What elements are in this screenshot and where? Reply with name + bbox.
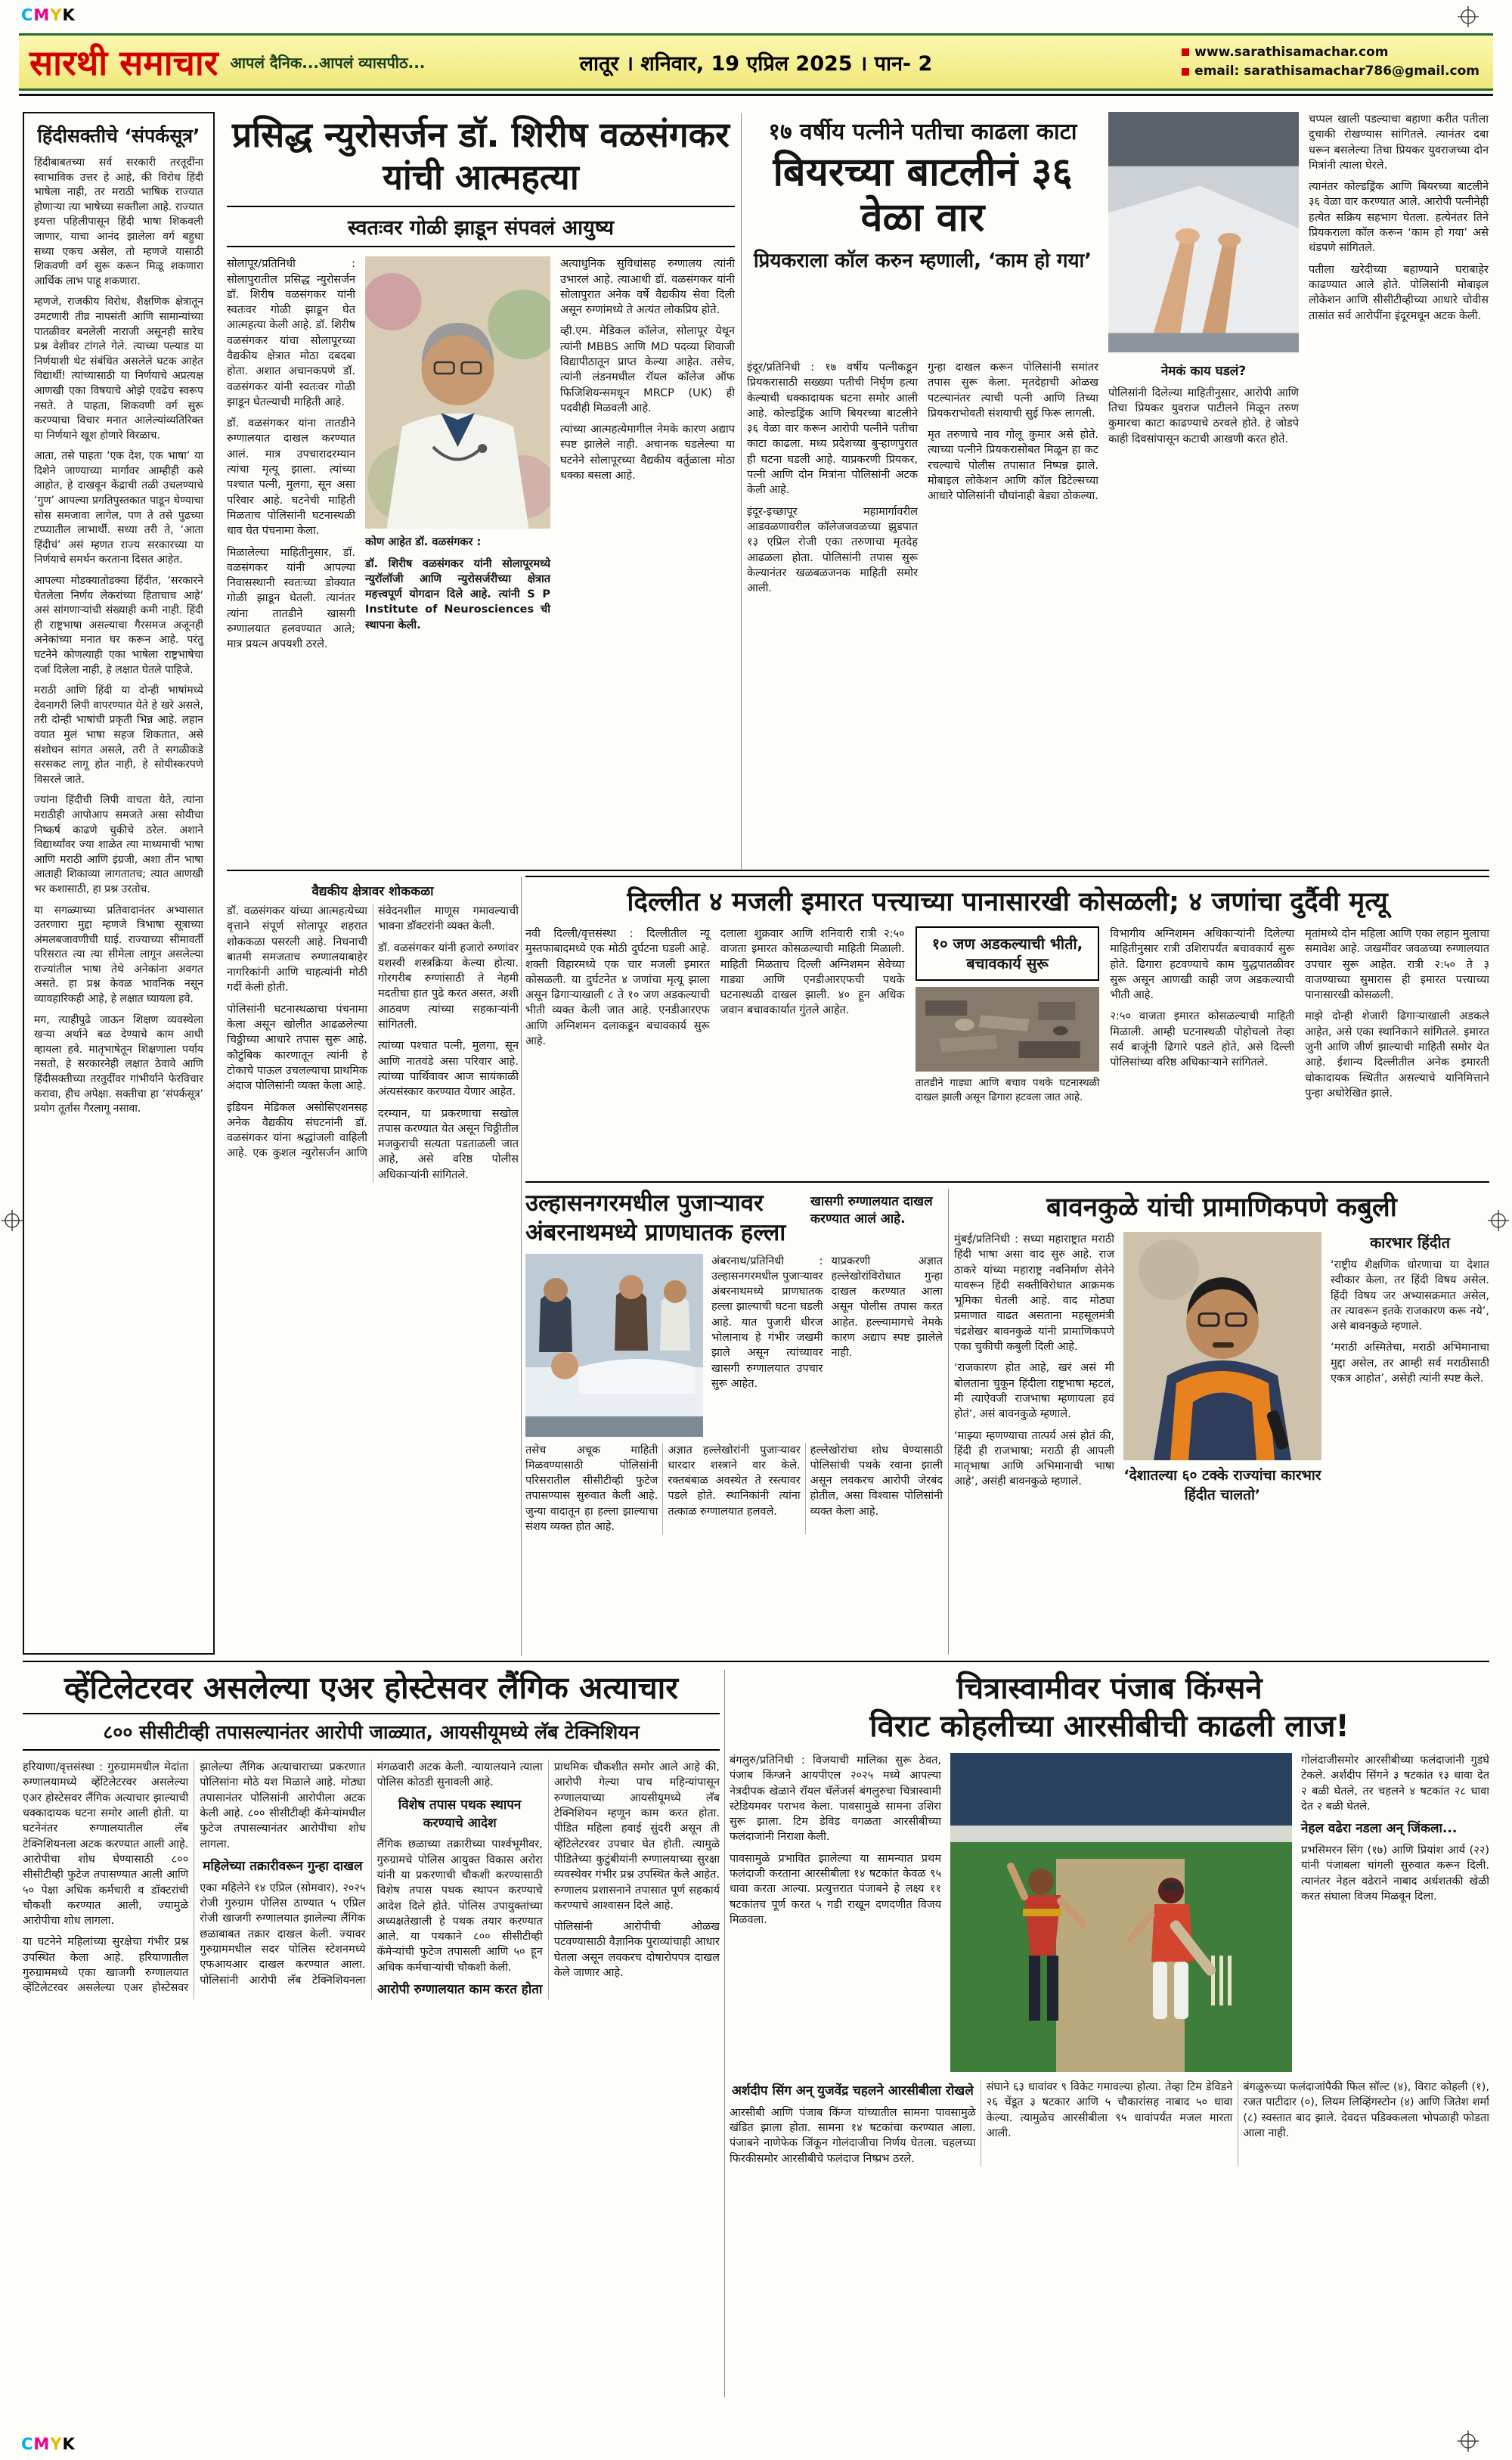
body-paragraph: माझे दोन्ही शेजारी ढिगाऱ्याखाली अडकले आहेत, असे एका स्थानिकाने सांगितले. इमारत जुनी आणि जीर्ण झाल्याची माहिती समोर येत आहे. ईशान्य दिल्लीतील अनेक इमारती धोकादायक स्थितीत असल्याचे यानिमित्ताने पुन्हा अधोरेखित झाले. <box>1305 1010 1489 1100</box>
body-paragraph: बंगलुरु/प्रतिनिधी : विजयाची मालिका सुरू ठेवत, पंजाब किंग्जने आयपीएल २०२५ मध्ये आपल्या नेत्रदीपक खेळाने रॉयल चॅलेंजर्स बंगलुरुचा चित्रास्वामी स्टेडियमवर पराभव केला. पावसामुळे सामना उशिरा सुरू झाला. टिम डेविड वगळता आरसीबीच्या फलंदाजांनी निराशा केली. <box>730 1754 941 1844</box>
delhi-column-2 <box>720 926 905 1111</box>
cricket-article <box>730 1670 1489 2397</box>
body-paragraph: गोलंदाजीसमोर आरसीबीच्या फलंदाजांनी गुडघे टेकले. अर्शदीप सिंगने ३ षटकांत १३ धावा देत २ बळी घेतले, तर चहलने ४ षटकांत २८ धावा देत २ बळी घेतले. <box>1301 1754 1489 1813</box>
continuation-heading: वैद्यकीय क्षेत्रावर शोककळा <box>311 884 434 899</box>
editorial-body <box>34 156 203 1117</box>
editorial-paragraph: आता, तसे पाहता ‘एक देश, एक भाषा’ या दिशेने जाण्याच्या मार्गावर आम्हीही कसे आहोत, हे दाखवून केंद्राची तळी उचलण्याचे ‘गुण’ आपल्या प्रगतिपुस्तकात पाडून घेण्याचा सोस समजावा लागेल, पण ते तसे पुढच्या टप्प्यातील लाभार्थी. सध्या तरी ते, ‘आता हिंदीचं’ असं म्हणत राज्य सरकारच्या या निर्णयाचे समर्थन करताना दिसत आहेत. <box>34 450 203 566</box>
arshdeep-crosshead: अर्शदीप सिंग अन् युजवेंद्र चहलने आरसीबीला रोखले <box>731 2083 974 2099</box>
who-is-heading: कोण आहेत डॉ. वळसंगकर : <box>365 536 482 549</box>
registration-mark-icon <box>1458 2431 1479 2452</box>
icu-subhead: ८०० सीसीटीव्ही तपासल्यानंतर आरोपी जाळ्यात, आयसीयूमध्ये लॅब टेक्निशियन <box>103 1721 640 1744</box>
cricket-column-3 <box>1301 1753 1489 2072</box>
editorial-paragraph: ज्यांना हिंदीची लिपी वाचता येते, त्यांना मराठीही आपोआप समजते असा सोयीचा निष्कर्ष काढणे चुकीचे ठरेल. अशाने विद्यार्थ्यांवर ज्या शाळेत त्या माध्यमाची भाषा आणि मराठी आणि इंग्रजी, अशा तीन भाषा आताही शिकाव्या लागतातच; त्यात आणखी भर कशासाठी, हा प्रश्न उरतोच. <box>34 794 203 895</box>
body-paragraph: दरम्यान, या प्रकरणाचा सखोल तपास करण्यात येत असून चिठ्ठीतील मजकुराची सत्यता पडताळली जात आहे, असे वरिष्ठ पोलीस अधिकाऱ्यांनी सांगितले. <box>378 1107 519 1181</box>
cmyk-m: M <box>33 6 51 24</box>
pujari-article <box>525 1189 943 1655</box>
body-paragraph: पतीला खरेदीच्या बहाण्याने घराबाहेर काढण्यात आले होते. पोलिसांनी मोबाइल लोकेशन आणि सीसीटीव्हीच्या आधारे चोवीस तासांत सर्व आरोपींना इंदूरमधून अटक केली. <box>1309 263 1489 322</box>
body-paragraph: व्ही.एम. मेडिकल कॉलेज, सोलापूर येथून त्यांनी MBBS आणि MD पदव्या शिवाजी विद्यापीठातून प्राप्त केल्या आहेत. तसेच, त्यांनी लंडनमधील रॉयल कॉलेज ऑफ फिजिशियन्समधून MRCP (UK) ही पदवीही मिळवली आहे. <box>560 325 735 414</box>
cmyk-mark-top <box>21 6 76 24</box>
body-paragraph: हरियाणा/वृत्तसंस्था : गुरुग्राममधील मेदांता रुग्णालयामध्ये व्हेंटिलेटरवर असलेल्या एअर होस्टेसवर लैंगिक अत्याचार झाल्याची धक्कादायक घटना समोर आली होती. या घटनेनंतर रुग्णालयातील लॅब टेक्निशियनला अटक करण्यात आली आहे. आरोपीचा शोध घेण्यासाठी ८०० सीसीटीव्ही फुटेज तपासण्यात आली आणि ५० पेक्षा अधिक कर्मचारी व डॉक्टरांची चौकशी करण्यात आली, ज्यामुळे आरोपीचा शोध लागला. <box>23 1761 189 1928</box>
body-paragraph: अंबरनाथ/प्रतिनिधी : उल्हासनगरमधील पुजाऱ्यावर अंबरनाथमध्ये प्राणघातक हल्ला झाल्याची घटना घडली आहे. यात पुजारी धीरज भोलानाथ हे गंभीर जखमी झाले असून त्यांच्यावर खासगी रुग्णालयात उपचार सुरू आहेत. <box>711 1255 823 1390</box>
delhi-headline: दिल्लीत ४ मजली इमारत पत्त्याच्या पानासारखी कोसळली; ४ जणांचा दुर्दैवी मृत्यू <box>627 887 1388 917</box>
crime-scene-illustration <box>1108 112 1299 352</box>
column-divider <box>521 877 522 1656</box>
editorial-paragraph: हिंदीबाबतच्या सर्व सरकारी तरतूदींना स्वाभाविक उत्तर हे आहे, की विरोध हिंदी भाषेला नाही, तर मराठी भाषिक राज्यात होणाऱ्या त्या भाषेच्या सक्तीला आहे. राज्यात इयत्ता पहिलीपासून हिंदी भाषा शिकवली जाणार, याचा आनंद झालेला वर्ग बहुधा सध्या एकच असेल, तो म्हणजे यासाठी शिकवणी वर्ग सुरू करून मिळू शकणारा आर्थिक लाभ पाहू शकणारा. <box>34 157 203 287</box>
editorial-paragraph: या सगळ्याच्या प्रतिवादानंतर अभ्यासात उतरणारा मुद्दा म्हणजे त्रिभाषा सूत्राच्या अंमलबजावणीची घाई. राज्याच्या सीमावर्ती परिसरात त्या त्या सीमेला लागून असलेल्या राज्यांतील भाषा तेथे अनेकांना अवगत असते. हा प्रश्न केवळ भावनिक नसून व्यावहारिकही आहे, हे लक्षात घ्यायला हवे. <box>34 904 203 1006</box>
cmyk-k: K <box>62 6 76 24</box>
cricket-headline-line1: चित्रास्वामीवर पंजाब किंग्सने <box>956 1671 1263 1706</box>
masthead-rule <box>19 94 1493 96</box>
icu-subhead-band <box>23 1713 720 1751</box>
body-paragraph: मिळालेल्या माहितीनुसार, डॉ. वळसंगकर यांनी आपल्या निवासस्थानी स्वतःच्या डोक्यात गोळी झाडून घेतली. त्यानंतर त्यांना तातडीने खासगी रुग्णालयात हलवण्यात आले; मात्र प्रयत्न अपयशी ठरले. <box>227 546 355 651</box>
body-paragraph: अत्याधुनिक सुविधांसह रुग्णालय त्यांनी उभारलं आहे. त्याआधी डॉ. वळसंगकर यांनी सोलापुरात अनेक वर्षे वैद्यकीय सेवा दिली असून रुग्णांमध्ये ते अत्यंत लोकप्रिय होते. <box>560 258 735 317</box>
body-paragraph: इंडियन मेडिकल असोसिएशनसह अनेक वैद्यकीय संघटनांनी डॉ. वळसंगकर यांना श्रद्धांजली वाहिली आहे. एक कुशल न्युरोसर्जन आणि संवेदनशील माणूस गमावल्याची भावना डॉक्टरांनी व्यक्त केली. <box>227 905 519 1160</box>
body-paragraph: याप्रकरणी अज्ञात हल्लेखोरांविरोधात गुन्हा दाखल करण्यात आला असून पोलीस तपास करत आहेत. हल्ल्यामागचे नेमके कारण अद्याप स्पष्ट झालेले नाही. <box>831 1255 943 1360</box>
editorial-box <box>23 112 215 1655</box>
icu-body <box>23 1760 720 1999</box>
newspaper-logo: सारथी समाचार <box>29 42 218 83</box>
delhi-article <box>525 876 1489 1178</box>
body-paragraph: पोलिसांनी आरोपीची ओळख पटवण्यासाठी वैज्ञानिक पुराव्यांचाही आधार घेतला असून लवकरच दोषारोपपत्र दाखल केले जाणार आहे. <box>553 1921 720 1980</box>
body-paragraph: मुंबई/प्रतिनिधी : सध्या महाराष्ट्रात मराठी हिंदी भाषा असा वाद सुरु आहे. राज ठाकरे यांच्या महाराष्ट्र नवनिर्माण सेनेने यावरून हिंदी सक्तीविरोधात आक्रमक भूमिका घेतली आहे. वाद मोठ्या प्रमाणात वाढत असताना महसूलमंत्री चंद्रशेखर बावनकुळे यांनी प्रामाणिकपणे एका चुकीची कबुली दिली आहे. <box>954 1233 1114 1354</box>
main-subhead-band <box>227 206 735 247</box>
main-article-column-2 <box>365 256 550 658</box>
body-paragraph: एका महिलेने १४ एप्रिल (सोमवार), २०२५ रोजी गुरुग्राम पोलिस ठाण्यात ५ एप्रिल रोजी खाजगी रुग्णालयात झालेल्या लैंगिक छळाबाबत तक्रार दाखल केली. ज्यावर गुरुग्राममधील सदर पोलिस स्टेशनमध्ये एफआयआर दाखल करण्यात आला. पोलिसांनी आरोपी लॅब टेक्निशियनला मंगळवारी अटक केली. न्यायालयाने त्याला पोलिस कोठडी सुनावली आहे. <box>200 1761 543 1987</box>
body-paragraph: दलाला शुक्रवार आणि शनिवारी रात्री २:५० वाजता इमारत कोसळल्याची माहिती मिळाली. माहिती मिळताच दिल्ली अग्निशमन सेवेच्या गाड्या आणि एनडीआरएफची पथके घटनास्थळी दाखल झाली. ४० हून अधिक जवान बचावकार्यात गुंतले आहेत. <box>720 928 905 1017</box>
delhi-column-4 <box>1110 926 1294 1111</box>
main-article <box>227 113 735 870</box>
indore-column-2 <box>928 360 1098 602</box>
bullet-square-icon <box>1182 68 1189 76</box>
column-divider <box>741 113 742 870</box>
bawankule-article <box>954 1189 1489 1655</box>
body-paragraph: पोलिसांनी घटनास्थळाचा पंचनामा केला असून खोलीत आढळलेल्या चिठ्ठीच्या आधारे तपास सुरू आहे. कौटुंबिक कारणातून त्यांनी हे टोकाचे पाऊल उचलल्याचा प्राथमिक अंदाज पोलिसांनी व्यक्त केला आहे. <box>227 1003 367 1093</box>
cricket-match-illustration <box>950 1753 1292 2072</box>
body-paragraph: डॉ. वळसंगकर यांच्या आत्महत्येच्या वृत्ताने संपूर्ण सोलापूर शहरात शोककळा पसरली आहे. निधनाची बातमी समजताच रुग्णालयाबाहेर नागरिकांनी आणि चाहत्यांनी मोठी गर्दी केली होती. <box>227 905 367 994</box>
body-paragraph: तसेच अचूक माहिती मिळवण्यासाठी पोलिसांनी परिसरातील सीसीटीव्ही फुटेज तपासण्यास सुरुवात केली आहे. जुन्या वादातून हा हल्ला झाल्याचा संशय व्यक्त होत आहे. <box>525 1444 658 1533</box>
body-paragraph: पोलिसांनी दिलेल्या माहितीनुसार, आरोपी आणि तिचा प्रियकर युवराज पाटीलने मिळून तरुण कुमारचा काटा काढण्याचे ठरवले होते. हे जोडपे काही दिवसांपासून कटाची आखणी करत होते. <box>1108 386 1299 445</box>
body-paragraph: संघाने ६३ धावांवर ९ विकेट गमावल्या होत्या. तेव्हा टिम डेविडने २६ चेंडूत ३ षटकार आणि ५ चौकारांसह नाबाद ५० धावा केल्या. त्यामुळेच आरसीबीला ९५ धावांपर्यंत मजल मारता आली. <box>986 2081 1233 2139</box>
masthead <box>19 33 1493 91</box>
main-subhead: स्वतःवर गोळी झाडून संपवलं आयुष्य <box>348 216 614 240</box>
pujari-column-a <box>711 1254 823 1437</box>
registration-mark-icon <box>2 1210 23 1231</box>
body-paragraph: मृत तरुणाचे नाव गोलू कुमार असे होते. त्याच्या पत्नीने प्रियकरासोबत मिळून हा कट रचल्याचे पोलीस तपासात निष्पन्न झाले. मोबाइल लोकेशन आणि कॉल डिटेल्सच्या आधारे पोलिसांनी चौघांनाही बेड्या ठोकल्या. <box>928 429 1098 503</box>
indore-column-1 <box>747 360 918 602</box>
indore-column-3 <box>1108 360 1299 602</box>
email-text: email: sarathisamachar786@gmail.com <box>1194 64 1479 79</box>
body-paragraph: आरसीबी आणि पंजाब किंग्ज यांच्यातील सामना पावसामुळे खंडित झाला होता. सामना १४ षटकांचा करण्यात आला. पंजाबने नाणेफेक जिंकून गोलंदाजीचा निर्णय घेतला. चहलच्या फिरकीसमोर आरसीबीचे फलंदाज निष्प्रभ ठरले. <box>730 2106 976 2165</box>
column-divider <box>724 1670 725 2397</box>
bawankule-photo <box>1123 1232 1321 1460</box>
pujari-body-below <box>525 1443 943 1535</box>
continuation-body <box>227 904 519 1183</box>
website-text: www.sarathisamachar.com <box>1194 44 1389 60</box>
institute-text: डॉ. शिरीष वळसंगकर यांनी सोलापूरमध्ये न्युरॉलॉजी आणि न्युरोसर्जरीच्या क्षेत्रात महत्त्वपूर्ण योगदान दिले आहे. त्यांनी S P Institute of Neurosciences ची स्थापना केली. <box>365 557 550 631</box>
body-paragraph: डॉ. वळसंगकर यांनी हजारो रुग्णांवर यशस्वी शस्त्रक्रिया केल्या होत्या. गोरगरीब रुग्णांसाठी ते नेहमी मदतीचा हात पुढे करत असत, अशी आठवण त्यांच्या सहकाऱ्यांनी सांगितली. <box>378 942 519 1031</box>
body-paragraph: प्रभसिमरन सिंग (१७) आणि प्रियांश आर्य (२२) यांनी पंजाबला चांगली सुरुवात करून दिली. त्यानंतर नेहल वढेराने नाबाद अर्धशतकी खेळी करत संघाला विजय मिळवून दिला. <box>1301 1844 1489 1903</box>
rubble-photo <box>916 987 1100 1072</box>
indore-article <box>747 112 1489 870</box>
cricket-headline-line2: विराट कोहलीच्या आरसीबीची काढली लाज! <box>869 1709 1349 1744</box>
registration-mark-icon <box>1458 6 1479 27</box>
editorial-paragraph: आपल्या मोडक्यातोडक्या हिंदीत, ‘सरकारने घेतलेला निर्णय लेकरांच्या हिताचाच आहे’ असं सांगणाऱ्यांची संख्याही कमी नाही. हिंदी ही राष्ट्रभाषा असल्याचा गैरसमज अजूनही अनेकांच्या मनात घर करून आहे. परंतु घटनेने कोणत्याही एका भाषेला राष्ट्रभाषेचा दर्जा दिलेला नाही, हे लक्षात घेतले पाहिजे. <box>34 575 203 676</box>
bawankule-headline: बावनकुळे यांची प्रामाणिकपणे कबुली <box>1046 1193 1397 1223</box>
body-paragraph: गुन्हा दाखल करून पोलिसांनी समांतर तपास सुरू केला. मृतदेहाची ओळख पटल्यानंतर त्याची पत्नी आणि तिच्या प्रियकराभोवती संशयाची सुई फिरू लागली. <box>928 361 1098 420</box>
body-paragraph: त्यांच्या पश्चात पत्नी, मुलगा, सून आणि नातवंडे असा परिवार आहे. त्यांच्या पार्थिवावर आज सायंकाळी अंत्यसंस्कार करण्यात येणार आहेत. <box>378 1040 519 1099</box>
delhi-column-1 <box>525 926 710 1111</box>
politician-illustration <box>1123 1232 1321 1460</box>
cricket-body-below <box>730 2080 1489 2167</box>
contact-block <box>1182 43 1493 82</box>
body-paragraph: हल्लेखोरांचा शोध घेण्यासाठी पोलिसांची पथके रवाना झाली असून लवकरच आरोपी जेरबंद होतील, असा विश्वास पोलिसांनी व्यक्त केला आहे. <box>810 1444 943 1518</box>
rubble-illustration <box>916 987 1100 1072</box>
doctor-photo-illustration <box>365 256 550 529</box>
body-paragraph: पावसामुळे प्रभावित झालेल्या या सामन्यात प्रथम फलंदाजी करताना आरसीबीला १४ षटकांत केवळ ९५ धावा करता आल्या. प्रत्युत्तरात पंजाबने हे लक्ष्य ११ षटकांतच पूर्ण करत ५ गडी राखून दणदणीत विजय मिळवला. <box>730 1852 941 1926</box>
body-paragraph: ‘माझ्या म्हणण्याचा तात्पर्य असं होतं की, हिंदी ही राजभाषा; मराठी ही आपली मातृभाषा आणि अभिमानाची भाषा आहे’, असंही बावनकुळे म्हणाले. <box>954 1429 1114 1488</box>
body-paragraph: अज्ञात हल्लेखोरांनी पुजाऱ्यावर धारदार शस्त्राने वार केले. रक्तबंबाळ अवस्थेत ते रस्त्यावर पडले होते. स्थानिकांनी त्यांना तत्काळ रुग्णालयात हलवले. <box>668 1444 801 1518</box>
editorial-paragraph: म्हणजे, राजकीय विरोध, शैक्षणिक क्षेत्रातून उमटणारी तीव्र नापसंती आणि सामान्यांच्या पातळीवर बनलेली नाराजी असूनही सारेच प्रश्न वेशीवर टांगले गेले. त्याच्या पल्याड या निर्णयाशी थेट संबंधित असलेले घटक आहेत विद्यार्थी! त्यांच्यासाठी या निर्णयाचे अप्रत्यक्ष आणखी एका विषयाचे ओझे एवढेच स्वरूप नसते. ते पाहता, शिकवणी वर्ग सुरू करण्याचा विचार मनात आलेल्यांव्यतिरिक्त या निर्णयाने खूश होणारे विरळाच. <box>34 296 203 442</box>
body-paragraph: ‘राष्ट्रीय शैक्षणिक धोरणाचा या देशात स्वीकार केला, तर हिंदी विषय असेल. हिंदी विषय जर अभ्यासक्रमात असेल, तर त्यावरून इतके राजकारण करू नये’, असे बावनकुळे म्हणाले. <box>1331 1259 1489 1333</box>
icu-crosshead-1: महिलेच्या तक्रारीवरून गुन्हा दाखल <box>203 1858 363 1874</box>
main-headline: प्रसिद्ध न्युरोसर्जन डॉ. शिरीष वळसंगकर यांची आत्महत्या <box>232 114 730 198</box>
edition-line: लातूर । शनिवार, 19 एप्रिल 2025 । पान- 2 <box>579 51 933 76</box>
crime-scene-photo <box>1108 112 1299 352</box>
delhi-column-5 <box>1305 926 1489 1111</box>
body-paragraph: इंदूर/प्रतिनिधी : १७ वर्षीय पत्नीकडून प्रियकरासाठी सख्ख्या पतीची निर्घृण हत्या केल्याची धक्कादायक घटना समोर आली आहे. कोल्डड्रिंक आणि बियरच्या बाटलीने ३६ वेळा वार करून आरोपी पत्नीने पतीचा काटा काढला. मध्य प्रदेशच्या बुऱ्हाणपुरात ही घटना घडली आहे. याप्रकरणी प्रियकर, पत्नी आणि दोन मित्रांना पोलिसांनी अटक केली आहे. <box>747 361 918 497</box>
doctor-photo <box>365 256 550 529</box>
editorial-paragraph: मराठी आणि हिंदी या दोन्ही भाषांमध्ये देवनागरी लिपी वापरण्यात येते हे खरे असले, तरी दोन्ही भाषांची प्रकृती भिन्न आहे. लहान वयात मुलं भाषा सहज शिकतात, असे संशोधन सांगत असले, तरी ते सगळीकडे सरसकट लागू होत नाही, हे सोयीस्करपणे विसरले जाते. <box>34 684 203 786</box>
body-paragraph: तातडीने गाड्या आणि बचाव पथके घटनास्थळी दाखल झाली असून ढिगारा हटवला जात आहे. <box>915 1077 1100 1103</box>
section-divider <box>23 1661 1489 1662</box>
pujari-headline-line2: अंबरनाथमध्ये प्राणघातक हल्ला <box>525 1218 786 1246</box>
body-pa ragraph: विभागीय अग्निशमन अधिकाऱ्यांनी दिलेल्या माहितीनुसार रात्री उशिरापर्यंत बचावकार्य सुरू होते. ढिगारा हटवण्याचे काम युद्धपातळीवर सुरू असून आणखी काही जण अडकल्याची भीती आहे. <box>1110 928 1295 1002</box>
icu-crosshead-3: आरोपी रुग्णालयात काम करत होता <box>376 1982 543 1998</box>
column-divider <box>948 1189 949 1655</box>
main-article-column-1 <box>227 256 355 658</box>
pujari-column-b <box>832 1254 943 1437</box>
body-paragraph: इंदूर-इच्छापूर महामार्गावरील आडवळणावरील कॉलेजजवळच्या झुडपात १३ एप्रिल रोजी एका तरुणाचा मृतदेह आढळला होता. पोलिसांनी तपास सुरू केल्यानंतर खळबळजनक माहिती समोर आली. <box>747 505 918 595</box>
hospital-patient-photo <box>525 1254 703 1437</box>
section-divider <box>227 870 1489 871</box>
pujari-headline-line1: उल्हासनगरमधील पुजाऱ्यावर <box>525 1190 764 1217</box>
body-paragraph: त्यांच्या आत्महत्येमागील नेमके कारण अद्याप स्पष्ट झालेले नाही. अचानक घडलेल्या या घटनेने सोलापूरच्या वैद्यकीय वर्तुळाला मोठा धक्का बसला आहे. <box>560 423 735 482</box>
main-article-continued <box>227 879 519 1655</box>
body-paragraph: ‘राजकारण होत आहे, खरं असं मी बोलताना चुकून हिंदीला राष्ट्रभाषा म्हटलं, मी त्याऐवजी राजभाषा म्हणायला हवं होतं’, असं बावनकुळे म्हणाले. <box>954 1362 1114 1421</box>
indore-subhead: प्रियकराला कॉल करुन म्हणाली, ‘काम हो गया’ <box>753 249 1092 272</box>
bawankule-column-b <box>1331 1232 1489 1505</box>
delhi-column-3 <box>916 926 1100 1111</box>
indore-column-4 <box>1309 112 1489 602</box>
editorial-paragraph: मग, त्याहीपुढे जाऊन शिक्षण व्यवस्थेला खऱ्या अर्थाने बळ देण्याचे काम आधी व्हायला हवे. मातृभाषेतून शिक्षणाला पर्याय नसतो, हे सरकारनेही लक्षात ठेवावे आणि हिंदीसक्तीच्या तरतुदींवर गांभीर्याने फेरविचार करावा, हीच अपेक्षा. सक्तीचा हा ‘संपर्कसूत्र’ प्रयोग तूर्तास गैरलागू नसावा. <box>34 1013 203 1115</box>
cmyk-y: Y <box>50 6 63 24</box>
indore-header <box>747 112 1098 352</box>
wadhera-crosshead: नेहल वढेरा नडला अन् जिंकला... <box>1301 1821 1458 1837</box>
body-paragraph: सोलापूर/प्रतिनिधी : सोलापुरातील प्रसिद्ध न्युरोसर्जन डॉ. शिरीष वळसंगकर यांनी स्वतःवर गोळी झाडून घेत आत्महत्या केली आहे. डॉ. शिरीष वळसंगकर यांचा सोलापूरच्या वैद्यकीय क्षेत्रात मोठा दबदबा होता. अशात अचानकपणे डॉ. वळसंगकर यांनी स्वतःवर गोळी झाडून घेतल्याची माहिती आहे. <box>227 258 355 408</box>
body-paragraph: या घटनेने महिलांच्या सुरक्षेचा गंभीर प्रश्न उपस्थित केला आहे. हरियाणातील गुरुग्राममध्ये एका खाजगी रुग्णालयात व्हेंटिलेटरवर असलेल्या एअर होस्टेसवर झालेल्या लैंगिक अत्याचाराच्या प्रकरणात पोलिसांना मोठे यश मिळाले आहे. मोठ्या तपासानंतर पोलिसांनी आरोपीला अटक केली आहे. ८०० सीसीटीव्ही कॅमेऱ्यांमधील फुटेज तपासल्यानंतर आरोपीचा शोध लागला. <box>23 1761 366 1995</box>
bullet-square-icon <box>1182 48 1189 56</box>
cmyk-m: M <box>33 2435 51 2453</box>
body-paragraph: २:५० वाजता इमारत कोसळल्याची माहिती मिळाली. आम्ही घटनास्थळी पोहोचलो तेव्हा सर्व बाजूंनी ढिगारे पडले होते, असे दिल्ली पोलिसांच्या वरिष्ठ अधिकाऱ्याने सांगितले. <box>1110 1010 1295 1069</box>
main-article-column-3 <box>560 256 735 658</box>
body-paragraph: ‘मराठी अस्मितेचा, मराठी अभिमानाचा मुद्दा असेल, तर आम्ही सर्व मराठीसाठी एकत्र आहोत’, असेही त्यांनी स्पष्ट केले. <box>1331 1342 1489 1385</box>
body-paragraph: चप्पल खाली पडल्याचा बहाणा करीत पतीला दुचाकी रोखण्यास सांगितले. त्यानंतर दबा धरून बसलेल्या तिचा प्रियकर युवराजच्या दोन मित्रांनी त्याला घेरले. <box>1309 113 1489 172</box>
bawankule-photo-block <box>1123 1232 1321 1505</box>
hospital-illustration <box>525 1254 703 1437</box>
cmyk-mark-bottom <box>21 2435 76 2453</box>
body-paragraph: प्राथमिक चौकशीत समोर आले आहे की, आरोपी गेल्या पाच महिन्यांपासून रुग्णालयाच्या आयसीयूमध्ये लॅब टेक्निशियन म्हणून काम करत होता. पीडित महिला हवाई सुंदरी असून ती व्हेंटिलेटरवर उपचार घेत होती. त्यामुळे पीडितेच्या कुटुंबीयांनी रुग्णालयाच्या सुरक्षा व्यवस्थेवर गंभीर प्रश्न उपस्थित केले आहेत. रुग्णालय प्रशासनाने तपासात पूर्ण सहकार्य करण्याचे आश्वासन दिले आहे. <box>553 1761 720 1912</box>
cmyk-k: K <box>62 2435 76 2453</box>
icu-headline: व्हेंटिलेटरवर असलेल्या एअर होस्टेसवर लैंगिक अत्याचार <box>64 1670 679 1706</box>
indore-kicker: १७ वर्षीय पत्नीने पतीचा काढला काटा <box>768 119 1077 145</box>
body-paragraph: नवी दिल्ली/वृत्तसंस्था : दिल्लीतील न्यू मुस्तफाबादमध्ये एक मोठी दुर्घटना घडली आहे. शक्ती विहारमध्ये एक चार मजली इमारत कोसळली. या दुर्घटनेत ४ जणांचा मृत्यू झाला असून ढिगाऱ्याखाली ८ ते १० जण अडकल्याची भीती व्यक्त केली जात आहे. एनडीआरएफ आणि अग्निशमन दलाकडून बचावकार्य सुरू आहे. <box>525 928 710 1048</box>
section-divider <box>525 1181 1489 1183</box>
trapped-alert-box: १० जण अडकल्याची भीती, बचावकार्य सुरू <box>916 926 1100 981</box>
icu-crosshead-2: विशेष तपास पथक स्थापन करण्याचे आदेश <box>398 1797 522 1831</box>
registration-mark-icon <box>1488 1210 1509 1231</box>
body-paragraph: लैंगिक छळाच्या तक्रारीच्या पार्श्वभूमीवर, गुरुग्रामचे पोलिस आयुक्त विकास अरोरा यांनी या प्रकरणाची चौकशी करण्यासाठी विशेष तपास पथक स्थापन करण्याचे आदेश दिले होते. पोलिस उपायुक्तांच्या अध्यक्षतेखाली हे पथक तयार करण्यात आले. या पथकाने ८०० सीसीटीव्ही कॅमेऱ्यांची फुटेज तपासली आणि ५० हून अधिक कर्मचाऱ्यांची चौकशी केली. <box>376 1838 543 1974</box>
karbhar-hindi-heading: कारभार हिंदीत <box>1369 1233 1451 1252</box>
cmyk-y: Y <box>50 2435 63 2453</box>
body-paragraph: त्यानंतर कोल्डड्रिंक आणि बियरच्या बाटलीने ३६ वेळा वार करण्यात आले. आरोपी पत्नीनेही हत्येत सक्रिय सहभाग घेतला. हत्येनंतर तिने प्रियकराला कॉल करून ‘काम हो गया’ असे थंडपणे सांगितले. <box>1309 181 1489 255</box>
cricket-headline <box>730 1670 1489 1745</box>
cricket-column-1 <box>730 1753 941 2072</box>
pujari-headline <box>525 1189 801 1248</box>
pujari-side-note: खासगी रुग्णालयात दाखल करण्यात आलं आहे. <box>810 1194 933 1227</box>
body-paragraph: मृतांमध्ये दोन महिला आणि एका लहान मुलाचा समावेश आहे. जखमींवर जवळच्या रुग्णालयात उपचार सुरू आहेत. रात्री २:५० ते ३ वाजण्याच्या सुमारास ही इमारत पत्त्याच्या पानासारखी कोसळली. <box>1305 928 1489 1002</box>
tagline: आपलं दैनिक...आपलं व्यासपीठ... <box>230 53 426 72</box>
indore-headline: बियरच्या बाटलीनं ३६ वेळा वार <box>773 150 1073 240</box>
icu-article <box>23 1670 720 2397</box>
bawankule-column-a <box>954 1232 1114 1505</box>
body-paragraph: बंगळुरूच्या फलंदाजांपैकी फिल सॉल्ट (४), विराट कोहली (१), रजत पाटीदार (०), लियम लिव्हिंगस्टोन (४) आणि जितेश शर्मा (८) स्वस्तात बाद झाले. देवदत्त पडिक्कलला भोपळाही फोडता आला नाही. <box>1243 2081 1489 2139</box>
what-happened-heading: नेमकं काय घडलं? <box>1160 364 1247 379</box>
cricket-match-photo <box>950 1753 1292 2072</box>
body-paragraph: डॉ. वळसंगकर यांना तातडीने रुग्णालयात दाखल करण्यात आलं. मात्र उपचारादरम्यान त्यांचा मृत्यू झाला. त्यांच्या पश्चात पत्नी, मुलगा, सून असा परिवार आहे. घटनेची माहिती मिळताच पोलिसांनी घटनास्थळी धाव घेत पंचनामा केला. <box>227 417 355 538</box>
cmyk-c: C <box>21 6 34 24</box>
cmyk-c: C <box>21 2435 34 2453</box>
editorial-title: हिंदीसक्तीचे ‘संपर्कसूत्र’ <box>37 125 200 147</box>
bawankule-quote: ‘देशातल्या ६० टक्के राज्यांचा कारभार हिंदीत चालतो’ <box>1123 1467 1321 1503</box>
